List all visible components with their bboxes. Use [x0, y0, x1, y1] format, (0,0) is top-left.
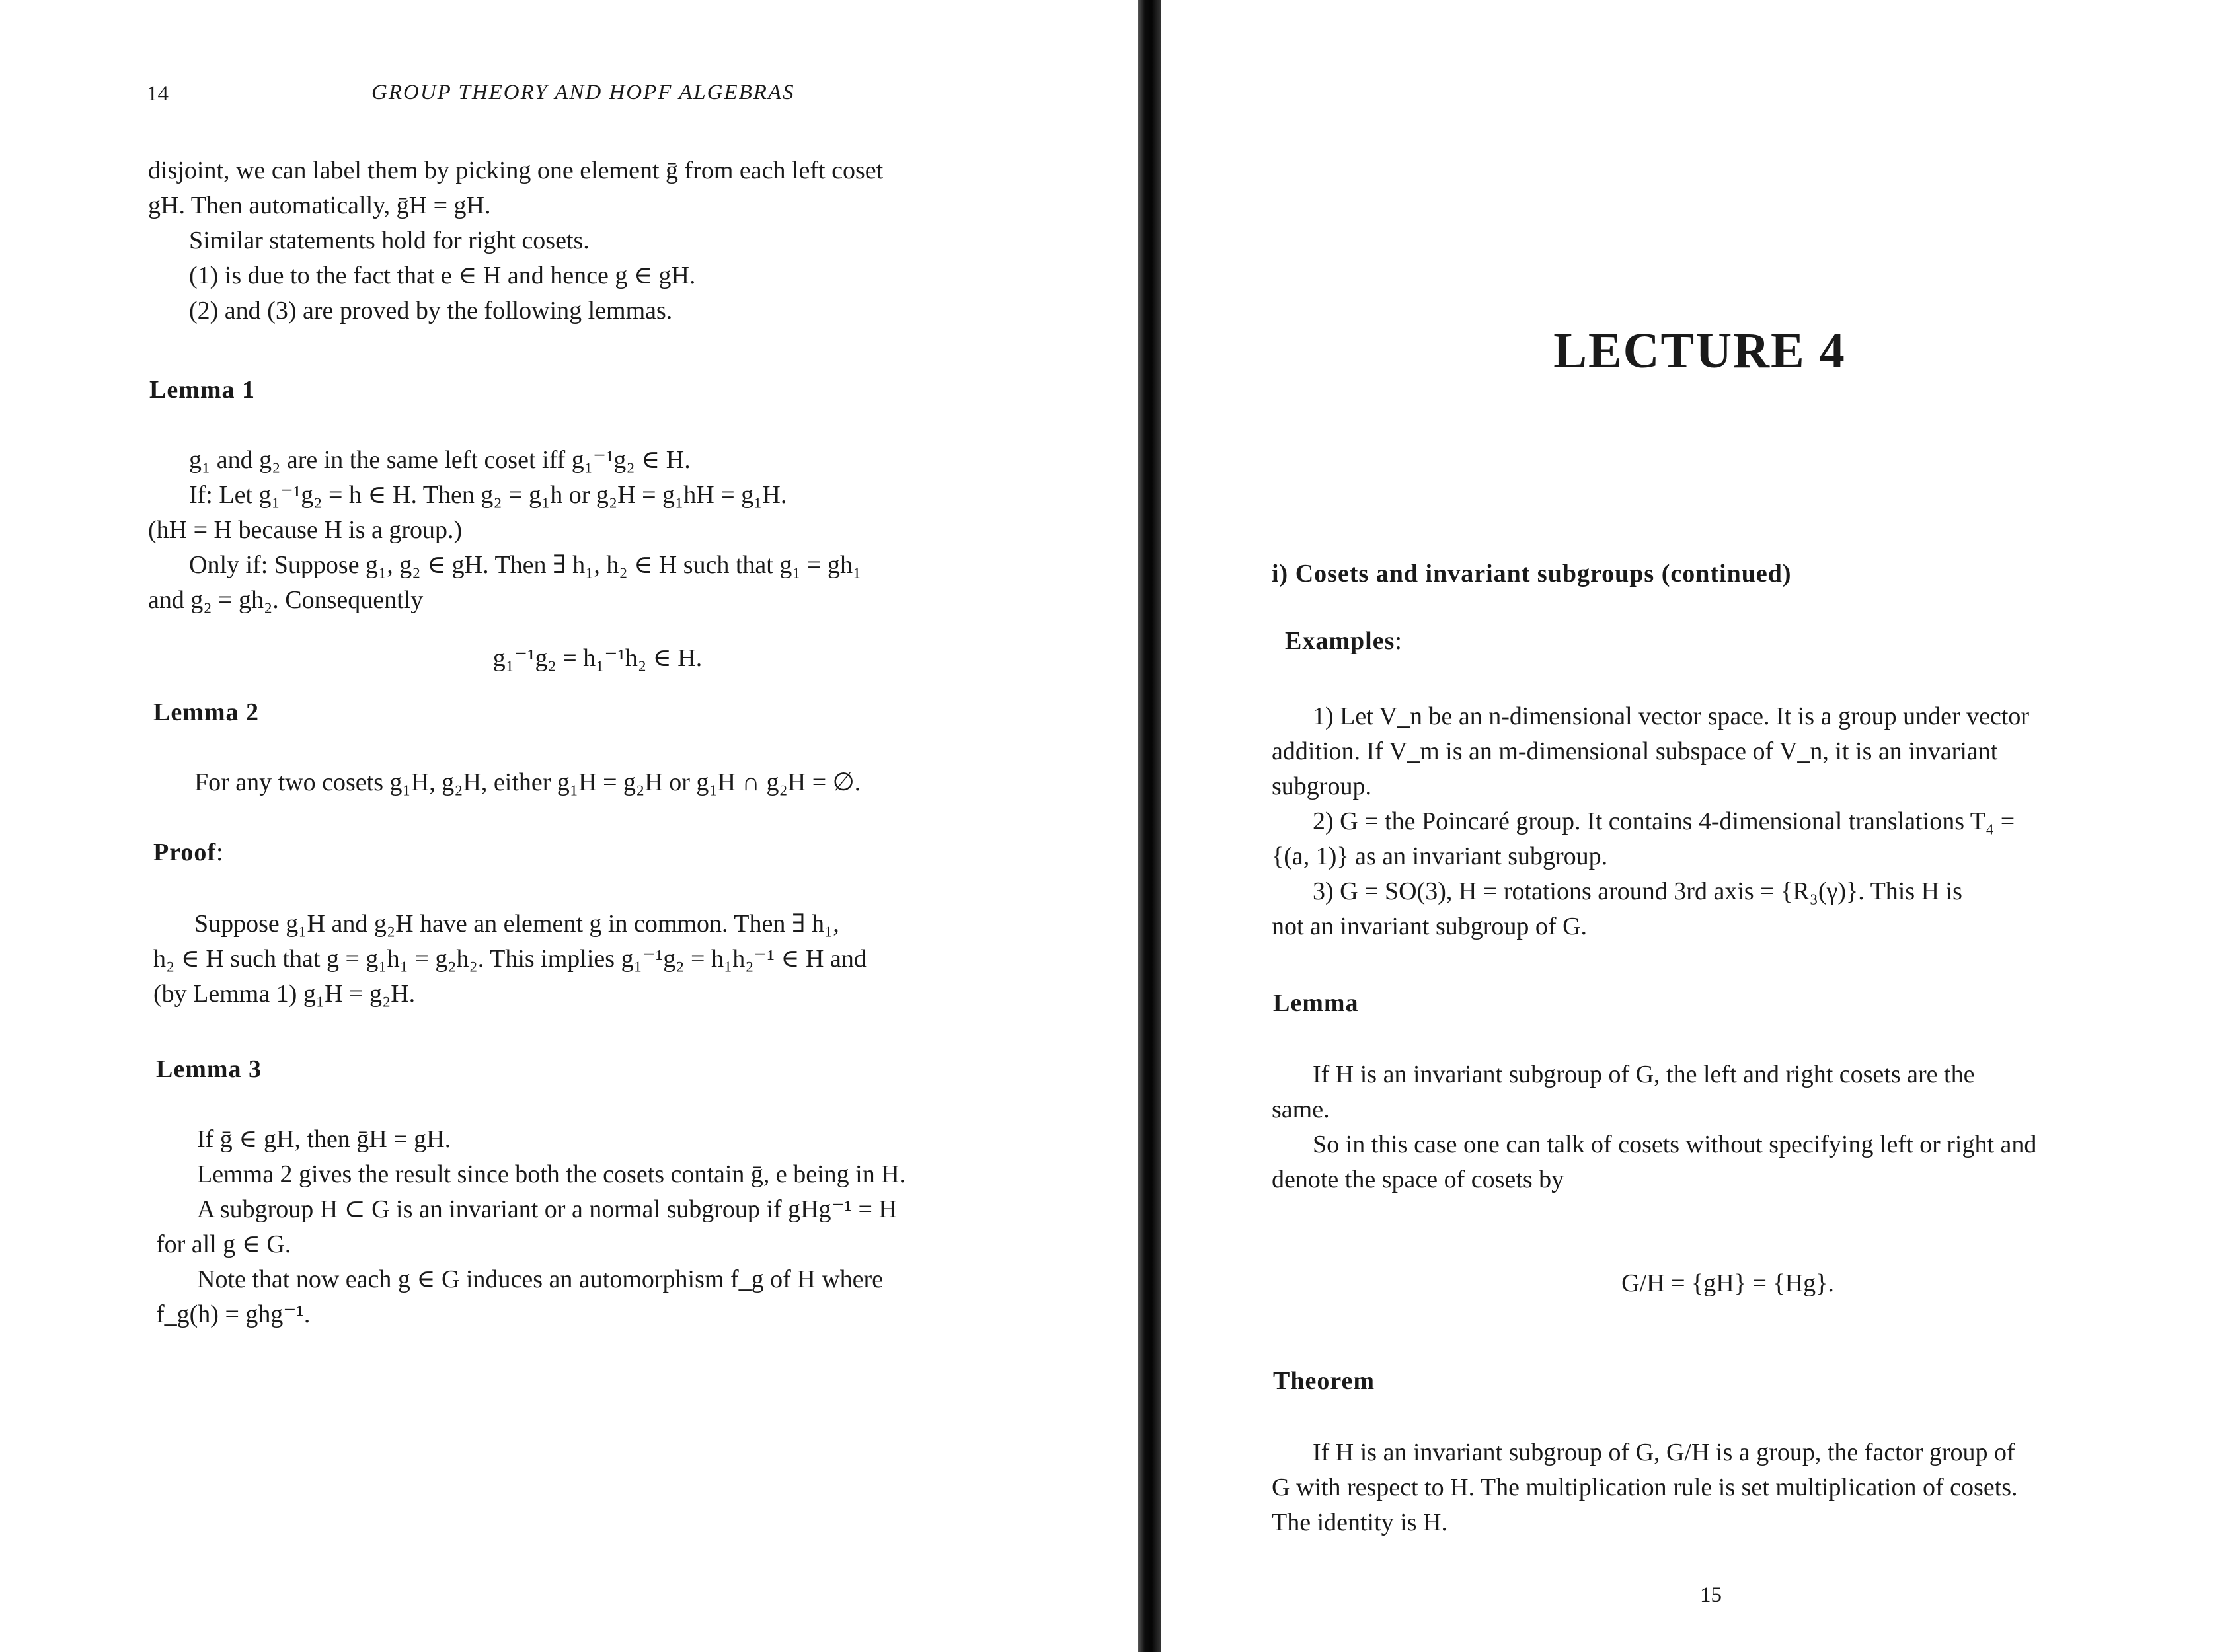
- lemma2-heading: Lemma 2: [153, 698, 260, 726]
- text-line: g₁ and g₂ are in the same left coset iff g₁⁻¹g₂ ∈ H.: [189, 446, 691, 474]
- text-line: disjoint, we can label them by picking one element ḡ from each left coset: [148, 157, 884, 184]
- section-heading: i) Cosets and invariant subgroups (continued): [1272, 560, 1792, 587]
- theorem-body: [1272, 1435, 2184, 1540]
- text-line: (hH = H because H is a group.): [148, 516, 463, 544]
- text-line: same.: [1272, 1096, 1330, 1123]
- page-number: 15: [1700, 1583, 1722, 1607]
- text-line: Note that now each g ∈ G induces an automorphism f_g of H where: [197, 1265, 884, 1293]
- text-line: Suppose g₁H and g₂H have an element g in common. Then ∃ h₁,: [194, 910, 839, 938]
- text-line: If H is an invariant subgroup of G, G/H is a group, the factor group of: [1313, 1439, 2015, 1466]
- text-line: (1) is due to the fact that e ∈ H and hence g ∈ gH.: [189, 262, 696, 289]
- lemma3-body: [156, 1122, 1055, 1332]
- lemma-body: [1272, 1057, 2184, 1197]
- text-line: (by Lemma 1) g₁H = g₂H.: [153, 980, 416, 1008]
- proof-heading: Proof:: [153, 839, 224, 866]
- text-line: 1) Let V_n be an n-dimensional vector space. It is a group under vector: [1313, 702, 2030, 730]
- text-line: If: Let g₁⁻¹g₂ = h ∈ H. Then g₂ = g₁h or g₂H = g₁hH = g₁H.: [189, 481, 787, 509]
- page-number: 14: [147, 82, 169, 106]
- lemma1-heading: Lemma 1: [149, 376, 256, 404]
- text-line: gH. Then automatically, ḡH = gH.: [148, 192, 491, 219]
- text-line: Similar statements hold for right cosets.: [189, 227, 590, 254]
- text-line: Only if: Suppose g₁, g₂ ∈ gH. Then ∃ h₁, h₂ ∈ H such that g₁ = gh₁: [189, 551, 862, 579]
- examples-heading: Examples:: [1285, 627, 1403, 655]
- text-line: A subgroup H ⊂ G is an invariant or a normal subgroup if gHg⁻¹ = H: [197, 1195, 897, 1223]
- lecture-title: LECTURE 4: [1553, 323, 1846, 379]
- right-page: [1163, 0, 2236, 1652]
- text-line: If H is an invariant subgroup of G, the left and right cosets are the: [1313, 1061, 1975, 1088]
- text-line: not an invariant subgroup of G.: [1272, 913, 1588, 940]
- text-line: and g₂ = gh₂. Consequently: [148, 586, 424, 614]
- text-line: subgroup.: [1272, 772, 1371, 800]
- examples-body: [1272, 699, 2184, 944]
- display-equation: G/H = {gH} = {Hg}.: [1621, 1269, 1834, 1297]
- text-line: 3) G = SO(3), H = rotations around 3rd axis = {R₃(γ)}. This H is: [1313, 878, 1962, 905]
- proof-body: [153, 907, 1052, 1012]
- book-spine-shadow: [1138, 0, 1161, 1652]
- text-line: (2) and (3) are proved by the following lemmas.: [189, 297, 673, 324]
- lemma-heading: Lemma: [1273, 989, 1359, 1017]
- text-line: {(a, 1)} as an invariant subgroup.: [1272, 843, 1608, 870]
- text-line: The identity is H.: [1272, 1509, 1447, 1536]
- text-line: denote the space of cosets by: [1272, 1166, 1564, 1193]
- text-line: 2) G = the Poincaré group. It contains 4-dimensional translations T₄ =: [1313, 807, 2015, 835]
- intro-paragraph: [148, 153, 1047, 328]
- proof-heading-label: Proof: [153, 839, 217, 866]
- running-header: GROUP THEORY AND HOPF ALGEBRAS: [371, 81, 795, 104]
- text-line: h₂ ∈ H such that g = g₁h₁ = g₂h₂. This implies g₁⁻¹g₂ = h₁h₂⁻¹ ∈ H and: [153, 945, 867, 973]
- display-equation: g₁⁻¹g₂ = h₁⁻¹h₂ ∈ H.: [492, 644, 703, 672]
- text-line: So in this case one can talk of cosets without specifying left or right and: [1313, 1131, 2037, 1158]
- text-line: If ḡ ∈ gH, then ḡH = gH.: [197, 1125, 451, 1153]
- examples-heading-label: Examples: [1285, 627, 1395, 655]
- text-line: f_g(h) = ghg⁻¹.: [156, 1300, 311, 1328]
- lemma2-statement: For any two cosets g₁H, g₂H, either g₁H = g₂H or g₁H ∩ g₂H = ∅.: [194, 769, 861, 796]
- lemma1-body: [148, 443, 1047, 618]
- theorem-heading: Theorem: [1273, 1367, 1375, 1395]
- text-line: addition. If V_m is an m-dimensional subspace of V_n, it is an invariant: [1272, 737, 1998, 765]
- text-line: G with respect to H. The multiplication rule is set multiplication of cosets.: [1272, 1474, 2018, 1501]
- text-line: Lemma 2 gives the result since both the cosets contain ḡ, e being in H.: [197, 1160, 906, 1188]
- text-line: for all g ∈ G.: [156, 1230, 291, 1258]
- lemma3-heading: Lemma 3: [156, 1055, 262, 1083]
